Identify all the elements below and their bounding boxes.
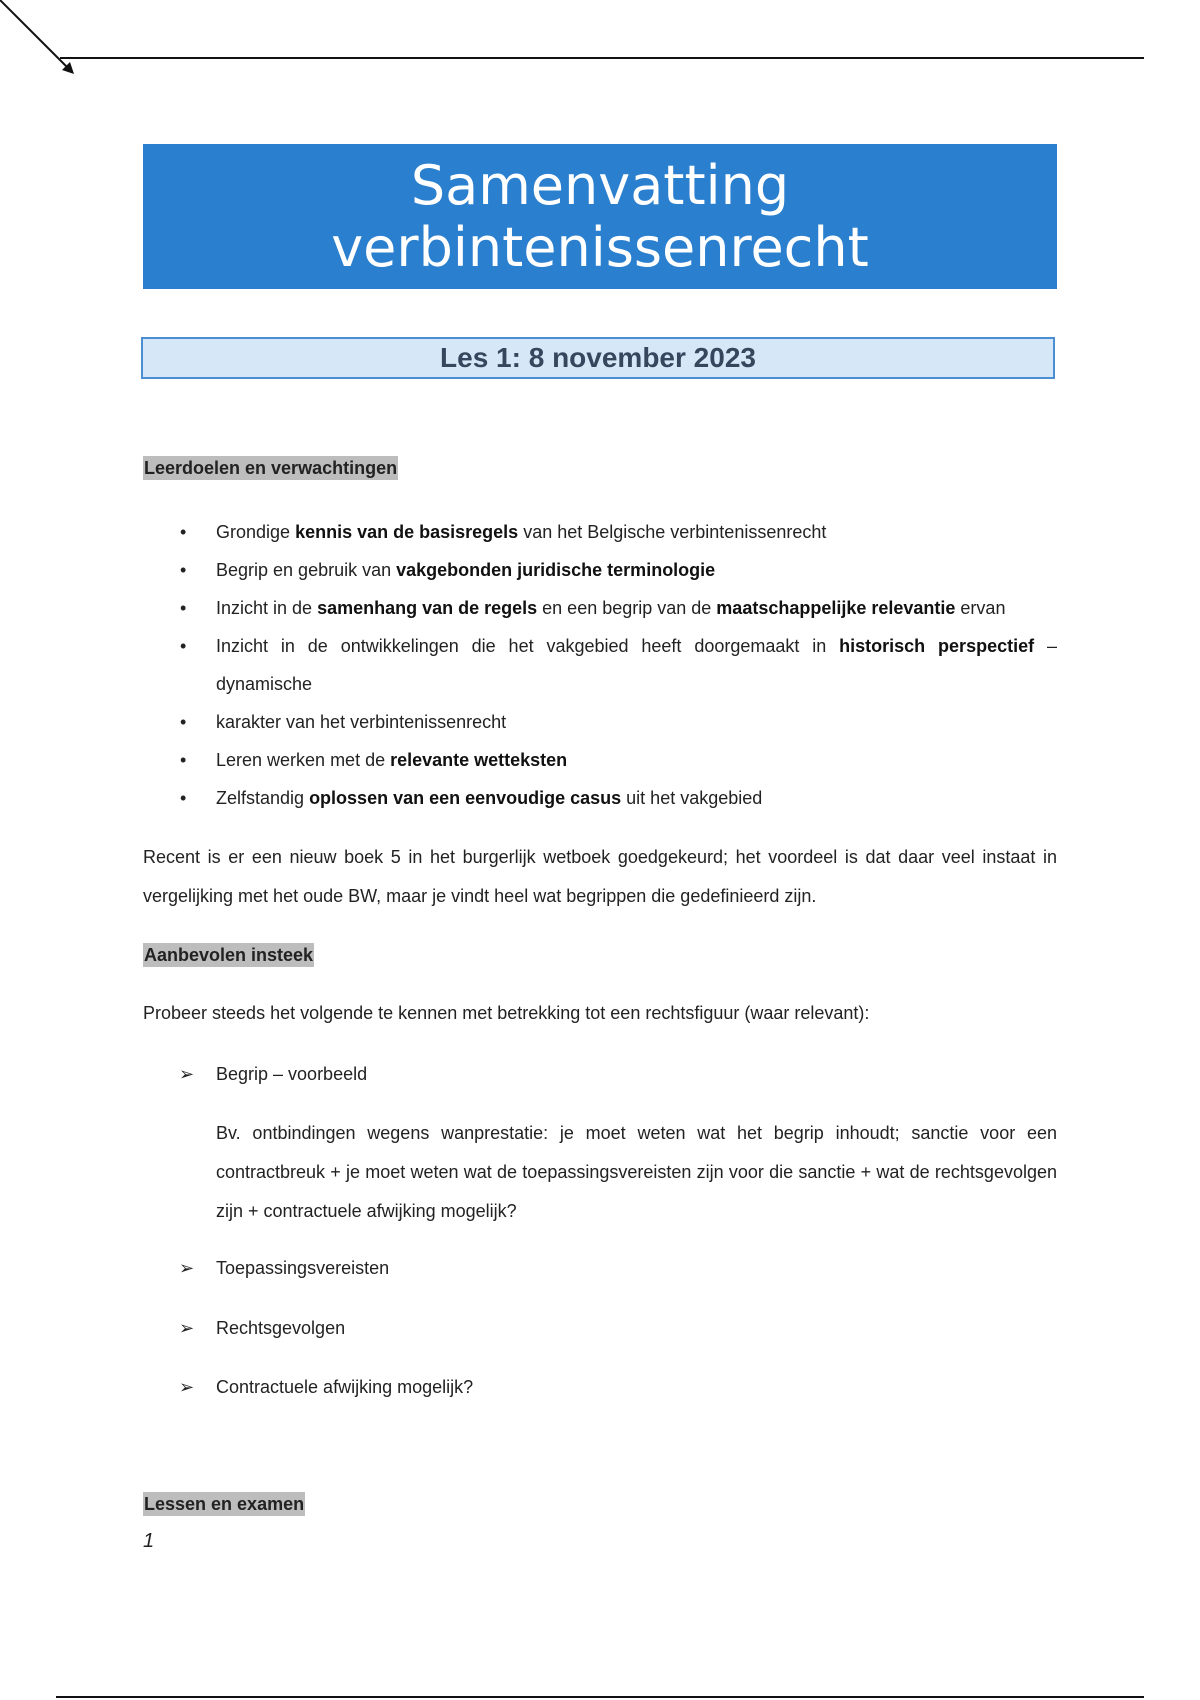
lesson-heading: Les 1: 8 november 2023 (141, 337, 1055, 379)
page-number: 1 (143, 1530, 155, 1552)
list-item: • karakter van het verbintenissenrecht (143, 703, 1057, 741)
bullet-dot-icon: • (180, 788, 187, 808)
bullet-dot-icon: • (180, 712, 187, 732)
top-rule (60, 57, 1144, 59)
arrow-list-item: ➢ Toepassingsvereisten (143, 1249, 1057, 1287)
list-item: • Leren werken met de relevante wetteksten (143, 741, 1057, 779)
bullet-list (143, 513, 1057, 817)
arrow-list-item: ➢ Rechtsgevolgen (143, 1309, 1057, 1347)
bullet-dot-icon: • (180, 750, 187, 770)
arrowhead-bullet-icon: ➢ (179, 1377, 195, 1397)
corner-arrow-icon (0, 0, 80, 80)
section-heading-leerdoelen: Leerdoelen en verwachtingen (144, 458, 398, 478)
title-banner (143, 144, 1057, 289)
arrowhead-bullet-icon: ➢ (179, 1258, 195, 1278)
title-line-1: Samenvatting (410, 153, 790, 217)
bullet-dot-icon: • (180, 522, 187, 542)
list-item: • Zelfstandig oplossen van een eenvoudige casus uit het vakgebied (143, 779, 1057, 817)
paragraph-boek5: Recent is er een nieuw boek 5 in het burgerlijk wetboek goedgekeurd; het voordeel is dat daar veel instaat in vergelijking met het oude BW, maar je vindt heel wat begrippen die gedefinieerd zijn. (143, 847, 1057, 906)
arrowhead-bullet-icon: ➢ (179, 1318, 195, 1338)
example-paragraph: Bv. ontbindingen wegens wanprestatie: je moet weten wat het begrip inhoudt; sanctie voor een contractbreuk + je moet weten wat de toepassingsvereisten zijn voor die sanctie + wat de rechtsgevolgen zijn + contractuele afwijking mogelijk? (216, 1123, 1057, 1221)
arrow-list-item: ➢ Contractuele afwijking mogelijk? (143, 1368, 1057, 1406)
title-line-2: verbintenissenrecht (331, 215, 869, 279)
bullet-dot-icon: • (180, 636, 187, 656)
list-item: • Inzicht in de ontwikkelingen die het vakgebied heeft doorgemaakt in historisch perspectief – dynamische (143, 627, 1057, 703)
bottom-rule (56, 1696, 1144, 1698)
list-item: • Grondige kennis van de basisregels van het Belgische verbintenissenrecht (143, 513, 1057, 551)
list-item: • Inzicht in de samenhang van de regels en een begrip van de maatschappelijke relevantie ervan (143, 589, 1057, 627)
paragraph-probeer: Probeer steeds het volgende te kennen met betrekking tot een rechtsfiguur (waar relevant): (143, 1003, 870, 1023)
arrow-list-item: ➢ Begrip – voorbeeld (143, 1055, 1057, 1093)
section-heading-lessen: Lessen en examen (144, 1494, 305, 1514)
arrowhead-bullet-icon: ➢ (179, 1064, 195, 1084)
bullet-dot-icon: • (180, 560, 187, 580)
section-heading-insteek: Aanbevolen insteek (144, 945, 314, 965)
list-item: • Begrip en gebruik van vakgebonden juridische terminologie (143, 551, 1057, 589)
bullet-dot-icon: • (180, 598, 187, 618)
